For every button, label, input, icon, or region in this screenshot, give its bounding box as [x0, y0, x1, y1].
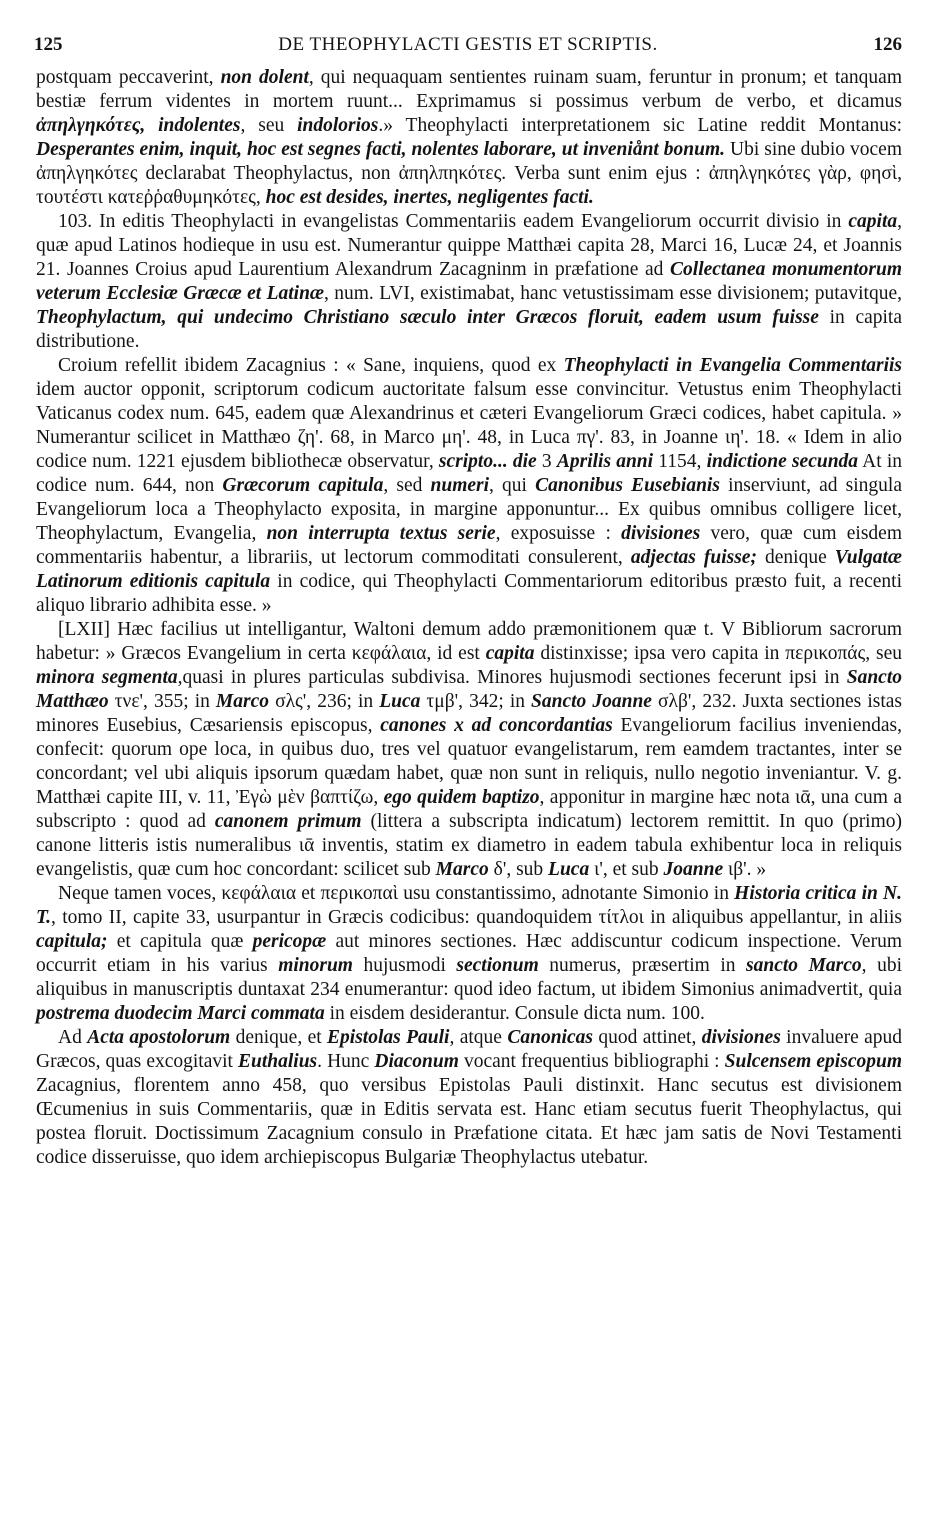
italic-text: Canonibus Eusebianis [535, 475, 720, 496]
paragraph [36, 1026, 902, 1170]
text-run: τνε', 355; in [108, 691, 216, 712]
text-run: , qui [489, 475, 536, 496]
text-run: [LXII] Hæc facilius ut intelligantur, Waltoni demum addo præmonitionem quæ t. V Bibliorum sacrorum habetur: » Græcos Evangelium in certa κεφάλαια, id est [36, 619, 902, 664]
text-run: δ', sub [488, 859, 549, 880]
text-run: σλς', 236; in [269, 691, 380, 712]
text-run: Ubi sine dubio vocem ἀπηλγηκότες declarabat Theophylactus, non ἀπηλπηκότες. Verba sunt enim ejus : ἀπηλγηκότες γὰρ, φησὶ, τουτέστι κατεῤῥαθυμηκότες, [36, 139, 902, 208]
text-run: denique, et [230, 1027, 328, 1048]
text-run: , atque [449, 1027, 508, 1048]
paragraph [36, 618, 902, 882]
text-run: denique [756, 547, 835, 568]
italic-text: hoc est desides, inertes, negligentes facti. [265, 187, 594, 208]
text-run: , tomo II, capite 33, usurpantur in Græcis codicibus: quandoquidem τίτλοι in aliquibus appellantur, in aliis [51, 907, 902, 928]
text-run: At in codice num. 644, non [36, 451, 903, 496]
italic-text: sancto Marco [746, 955, 862, 976]
italic-text: canonem primum [214, 811, 362, 832]
italic-text: pericopæ [252, 931, 327, 952]
italic-text: capitula; [36, 931, 108, 952]
text-run: 103. In editis Theophylacti in evangelistas Commentariis eadem Evangeliorum occurrit divisio in [58, 211, 849, 232]
text-run: σλβ', 232. Juxta sectiones istas minores Eusebius, Cæsariensis episcopus, [36, 691, 902, 736]
text-run: , ubi aliquibus in manuscriptis duntaxat 234 enumerantur: quod ideo factum, ut ibidem Simonius animadvertit, quia [36, 955, 902, 1000]
italic-text: capita [485, 643, 535, 664]
text-run: in capita distributione. [36, 307, 903, 352]
italic-text: Euthalius [238, 1051, 318, 1072]
text-run: .» Theophylacti interpretationem sic Latine reddit Montanus: [378, 115, 903, 136]
text-run: , seu [240, 115, 298, 136]
italic-text: Theophylactum, qui undecimo Christiano sæculo inter Græcos floruit, eadem usum fuisse [36, 307, 819, 328]
italic-text: scripto... die [438, 451, 537, 472]
italic-text: divisiones [621, 523, 701, 544]
text-run: in codice, qui Theophylacti Commentariorum editoribus præsto fuit, a recenti aliquo librario adhibita esse. » [36, 571, 902, 616]
italic-text: ego quidem baptizo [383, 787, 540, 808]
italic-text: Sancto Matthæo [36, 667, 902, 712]
paragraph [36, 66, 902, 210]
text-run: quod attinet, [592, 1027, 702, 1048]
italic-text: Historia critica in N. T. [36, 883, 902, 928]
text-run: ιβ'. » [723, 859, 767, 880]
text-run: , sed [383, 475, 431, 496]
paragraph [36, 354, 902, 618]
text-run: invaluere apud Græcos, quas excogitavit [36, 1027, 903, 1072]
paragraph [36, 882, 902, 1026]
text-run: , apponitur in margine hæc nota ιᾱ, una cum a subscripto : quod ad [36, 787, 902, 832]
italic-text: minorum [278, 955, 353, 976]
italic-text: Collectanea monumentorum veterum Ecclesiæ Græcæ et Latinæ [36, 259, 902, 304]
italic-text: Canonicas [507, 1027, 593, 1048]
page-number-left: 125 [34, 34, 63, 55]
italic-text: Joanne [663, 859, 724, 880]
italic-text: non interrupta textus serie [266, 523, 496, 544]
italic-text: divisiones [701, 1027, 781, 1048]
italic-text: postrema duodecim Marci commata [36, 1003, 325, 1024]
text-run: Zacagnius, florentem anno 458, quo versibus Epistolas Pauli distinxit. Hanc secutus est divisionem Œcumenius in suis Commentariis, quæ in Editis servata est. Hanc etiam secutus fuerit Theophylactus, qui postea floruit. Doctissimum Zacagnium consulo in Præfatione citata. Et hæc jam satis de Novi Testamenti codice disseruisse, quo idem archiepiscopus Bulgariæ Theophylactus utebatur. [36, 1075, 902, 1168]
italic-text: Marco [435, 859, 489, 880]
italic-text: Sancto Joanne [531, 691, 652, 712]
text-run: vocant frequentius bibliographi : [458, 1051, 725, 1072]
italic-text: Theophylacti in Evangelia Commentariis [563, 355, 902, 376]
italic-text: canones x ad concordantias [380, 715, 613, 736]
italic-text: Epistolas Pauli [327, 1027, 450, 1048]
page-header [34, 30, 902, 64]
text-run: τμβ', 342; in [420, 691, 532, 712]
italic-text: indictione secunda [706, 451, 859, 472]
italic-text: Luca [548, 859, 590, 880]
text-run: distinxisse; ipsa vero capita in περικοπάς, seu [534, 643, 902, 664]
text-run: postquam peccaverint, [36, 67, 221, 88]
italic-text: minora segmenta [36, 667, 178, 688]
text-run: , num. LVI, existimabat, hanc vetustissimam esse divisionem; putavitque, [324, 283, 902, 304]
italic-text: Aprilis anni [556, 451, 654, 472]
text-run: in eisdem desiderantur. Consule dicta num. 100. [324, 1003, 705, 1024]
italic-text: numeri [430, 475, 490, 496]
text-run: vero, quæ cum eisdem commentariis habentur, a librariis, ut lectorum commoditati consulerent, [36, 523, 902, 568]
italic-text: Græcorum capitula [222, 475, 384, 496]
italic-text: Vulgatæ Latinorum editionis capitula [36, 547, 902, 592]
text-run: hujusmodi [352, 955, 457, 976]
italic-text: Sulcensem episcopum [724, 1051, 902, 1072]
italic-text: sectionum [456, 955, 539, 976]
text-run: (littera a subscripta indicatum) lectorem remittit. In quo (primo) canone litteris istis numeralibus ιᾱ inventis, statim ex diametro in eadem tabula exhibentur loca in reliquis evangelistis, quæ cum hoc concordant: scilicet sub [36, 811, 903, 880]
running-title: DE THEOPHYLACTI GESTIS ET SCRIPTIS. [278, 34, 658, 55]
text-run: et capitula quæ [107, 931, 253, 952]
text-run: Croium refellit ibidem Zacagnius : « Sane, inquiens, quod ex [58, 355, 564, 376]
italic-text: adjectas fuisse; [630, 547, 757, 568]
text-run: , exposuisse : [495, 523, 622, 544]
text-run: 3 [536, 451, 557, 472]
italic-text: ἀπηλγηκότες, indolentes [36, 115, 241, 136]
text-run: Ad [58, 1027, 88, 1048]
italic-text: Luca [379, 691, 421, 712]
text-run: , quæ apud Latinos hodieque in usu est. Numerantur quippe Matthæi capita 28, Marci 16, Lucæ 24, et Joannis 21. Joannes Croius apud Laurentium Alexandrum Zacagninm in præfatione ad [36, 211, 902, 280]
text-run: 1154, [653, 451, 707, 472]
text-run: Neque tamen voces, κεφάλαια et περικοπαὶ usu constantissimo, adnotante Simonio in [58, 883, 735, 904]
text-run: . Hunc [317, 1051, 375, 1072]
italic-text: capita [848, 211, 898, 232]
italic-text: Desperantes enim, inquit, hoc est segnes facti, nolentes laborare, ut inveniånt bonum. [36, 139, 726, 160]
text-run: numerus, præsertim in [538, 955, 747, 976]
text-run: ι', et sub [589, 859, 664, 880]
text-run: , qui nequaquam sentientes ruinam suam, feruntur in pronum; et tanquam bestiæ ferrum videntes in mortem ruunt... Exprimamus si possimus verbum de verbo, et dicamus [36, 67, 902, 112]
page-body [36, 66, 902, 1170]
text-run: aut minores sectiones. Hæc addiscuntur codicum inspectione. Verum occurrit etiam in his varius [36, 931, 902, 976]
italic-text: non dolent [220, 67, 309, 88]
text-run: idem auctor opponit, scriptorum codicum auctoritate falsum esse convincitur. Vetustus enim Theophylacti Vaticanus codex num. 645, eadem quæ Alexandrinus et cæteri Evangeliorum Græci codices, habet capitula. » Numerantur scilicet in Matthæo ζη'. 68, in Marco μη'. 48, in Luca πγ'. 83, in Joanne ιη'. 18. « Idem in alio codice num. 1221 ejusdem bibliothecæ observatur, [36, 379, 902, 472]
text-run: ,quasi in plures particulas subdivisa. Minores hujusmodi sectiones fecerunt ipsi in [177, 667, 847, 688]
text-run: inserviunt, ad singula Evangeliorum loca a Theophylacto exposita, in margine apponuntur... Ex quibus omnibus colligere licet, Theophylactum, Evangelia, [36, 475, 902, 544]
italic-text: indolorios [297, 115, 379, 136]
italic-text: Acta apostolorum [87, 1027, 231, 1048]
paragraph [36, 210, 902, 354]
text-run: Evangeliorum facilius inveniendas, confecit: quorum ope loca, in quibus duo, tres vel quatuor evangelistarum, rem eamdem tractantes, inter se concordant; vel ubi aliquis ipsorum quædam habet, quæ non sunt in reliquis, nullo negotio inveniantur. V. g. Matthæi capite III, v. 11, Ἐγὼ μὲν βαπτίζω, [36, 715, 902, 808]
italic-text: Marco [215, 691, 270, 712]
italic-text: Diaconum [374, 1051, 459, 1072]
page-number-right: 126 [873, 34, 902, 55]
